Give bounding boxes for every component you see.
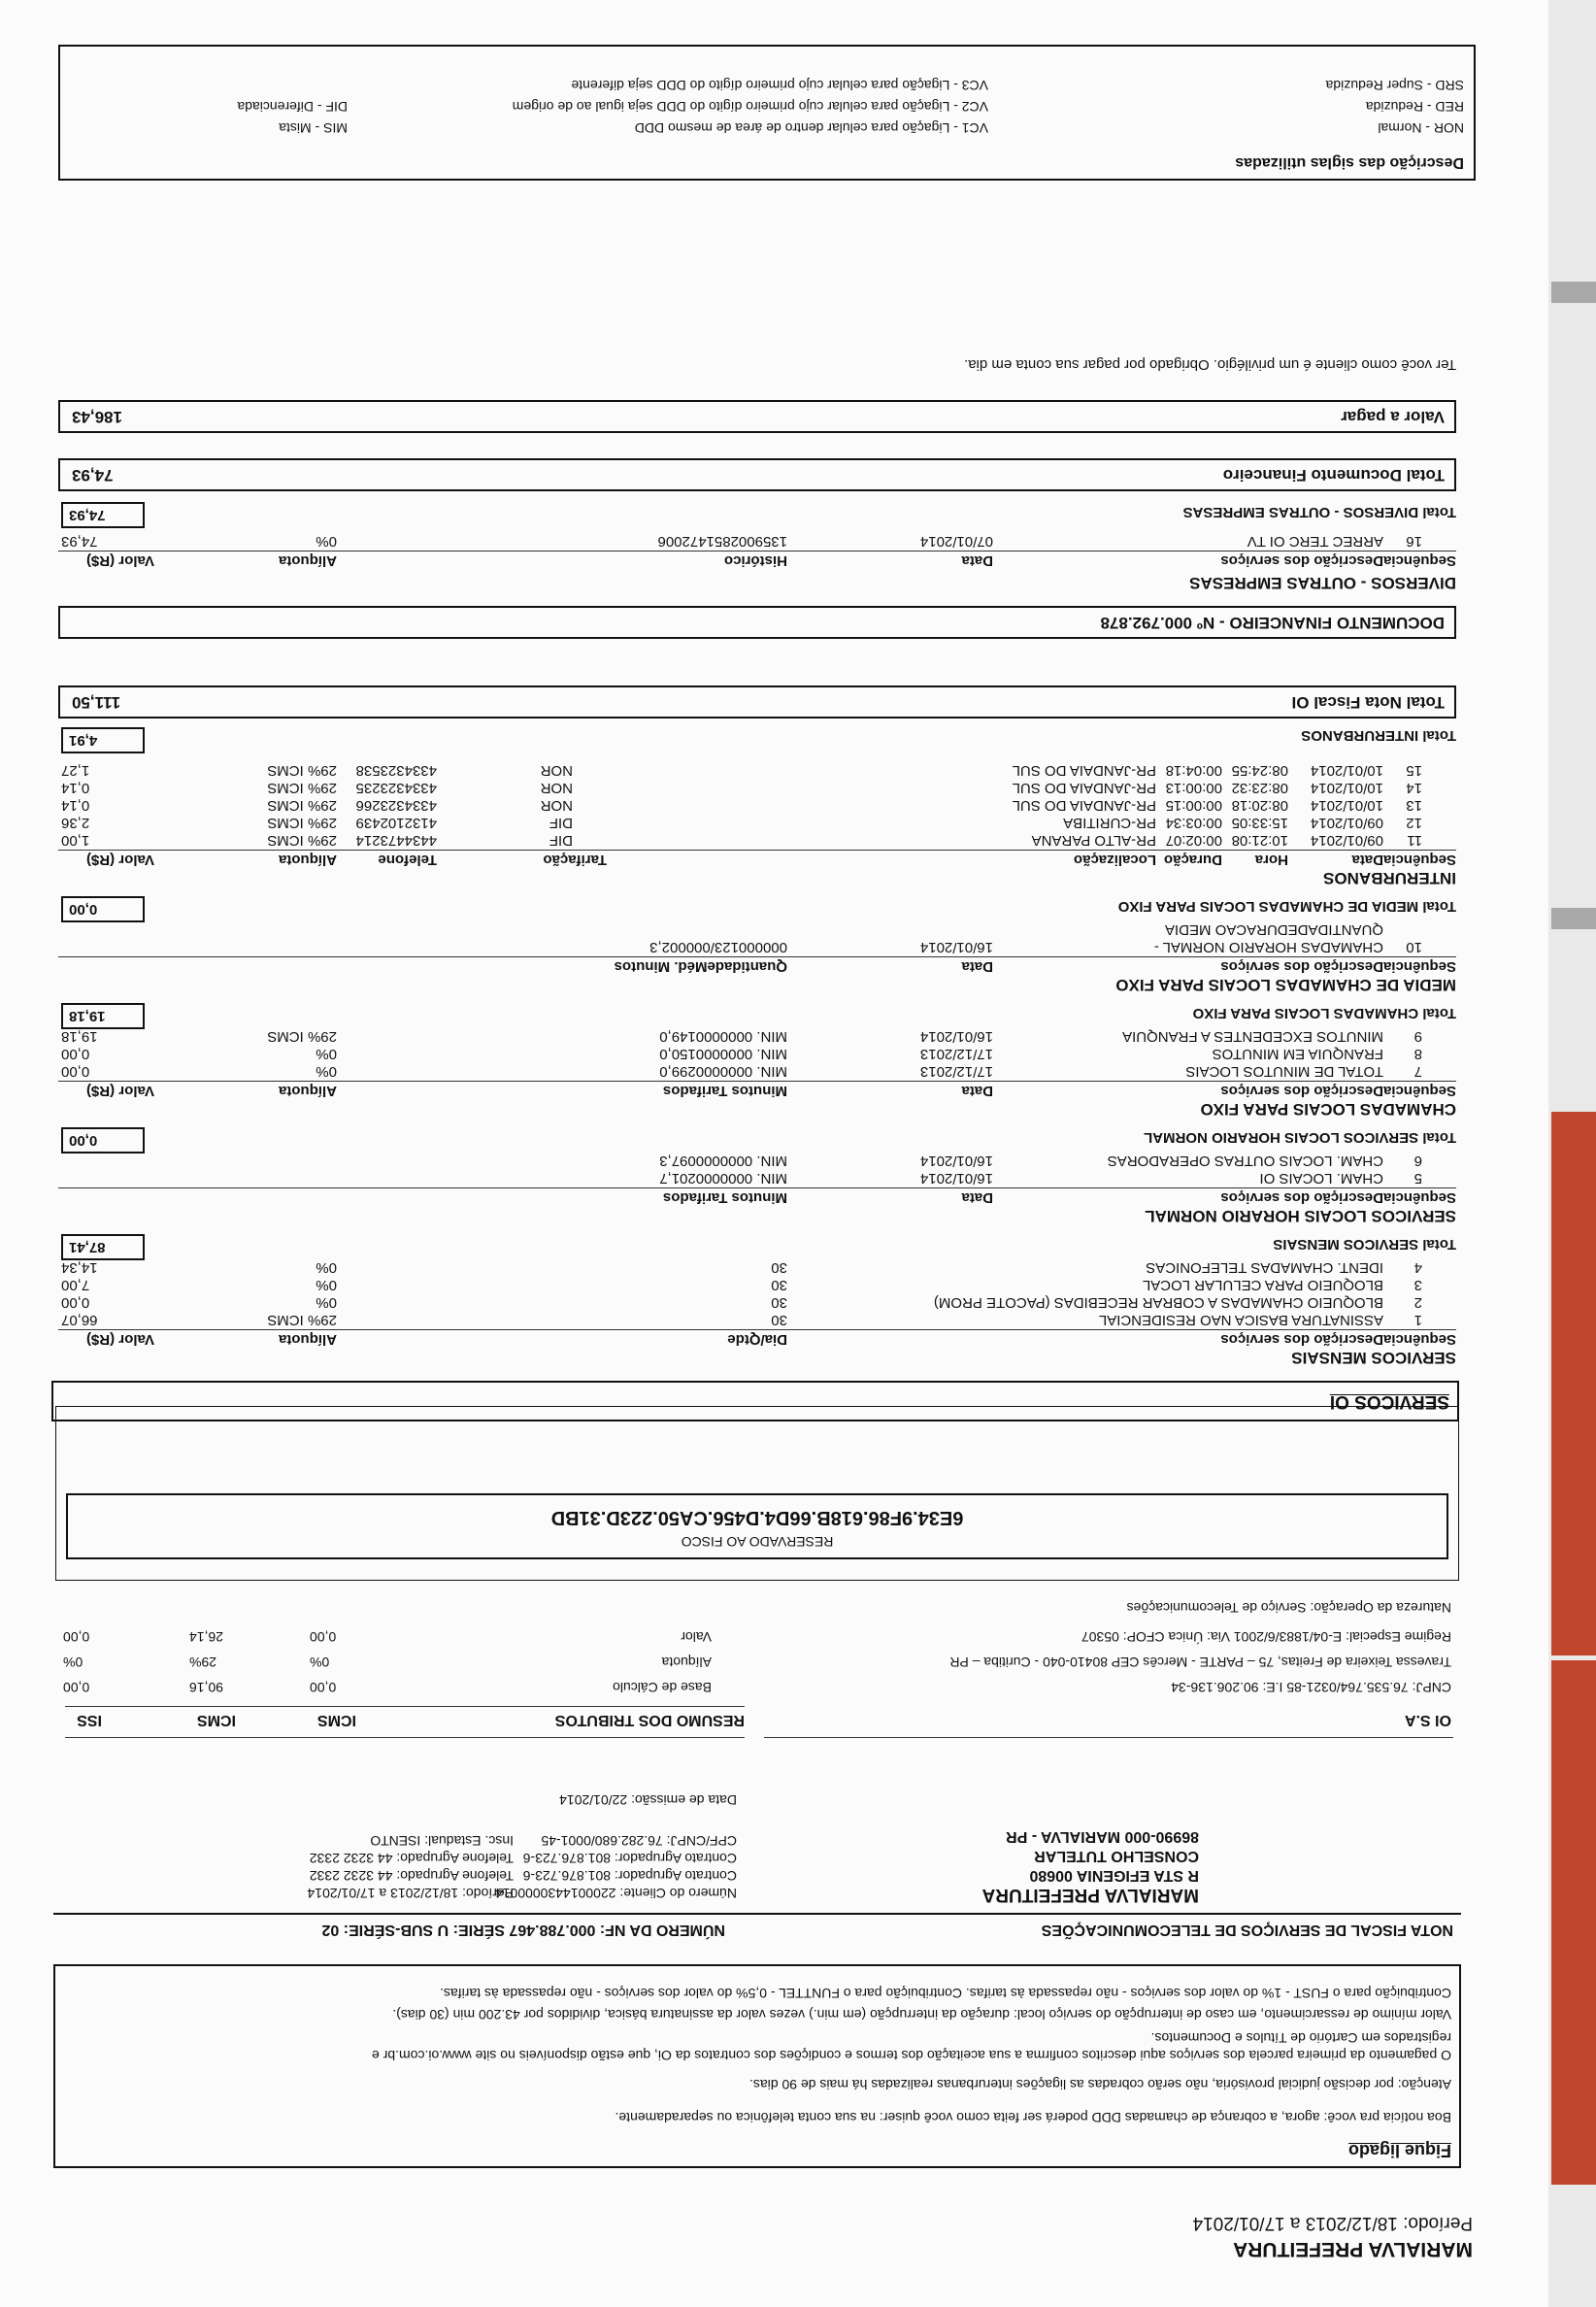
- cell-seq: 1: [1413, 1312, 1422, 1328]
- col-telefone: Telefone: [378, 852, 437, 868]
- tax-value: 0,00: [310, 1680, 337, 1695]
- tax-value: 0,00: [63, 1680, 90, 1695]
- col-desc: Descrição dos serviços: [1220, 1331, 1383, 1348]
- total-doc-label: Total Documento Financeiro: [1222, 466, 1445, 485]
- sigla-item: RED - Reduzida: [1365, 99, 1464, 115]
- company-name: OI S.A: [1404, 1712, 1451, 1728]
- cell-data: 09/01/2014: [1310, 815, 1383, 831]
- cell-min: MIN. 0000000201,7: [659, 1170, 787, 1187]
- col-historico: Histórico: [723, 552, 787, 569]
- rule: [65, 1706, 745, 1707]
- cell-data: 09/01/2014: [1310, 832, 1383, 849]
- col-seq: Sequência: [1382, 552, 1456, 569]
- cell-desc: FRANQUIA EM MINUTOS: [1212, 1046, 1383, 1062]
- cell-seq: 4: [1413, 1259, 1422, 1276]
- cell-qtde: 30: [771, 1312, 787, 1328]
- cell-data: 10/01/2014: [1310, 762, 1383, 779]
- col-data: Data: [961, 552, 993, 569]
- col-valor: Valor (R$): [85, 852, 154, 868]
- addr-line: MARIALVA PREFEITURA: [981, 1885, 1199, 1905]
- cell-data: 10/01/2014: [1310, 780, 1383, 796]
- cell-desc: BLOQUEIO PARA CELULAR LOCAL: [1142, 1277, 1383, 1293]
- notice-line: Atenção: por decisão judicial provisória, não serão cobradas as ligações interurbanas realizadas há mais de 90 dias.: [749, 2077, 1451, 2092]
- total-label: Total CHAMADAS LOCAIS PARA FIXO: [1192, 1005, 1456, 1021]
- state-registration: Insc. Estadual: ISENTO: [370, 1833, 514, 1849]
- scan-tab-red: [1551, 1660, 1596, 2185]
- rule: [65, 1737, 745, 1738]
- cell-desc: MINUTOS EXCEDENTES A FRANQUIA: [1122, 1028, 1383, 1045]
- cell-tarifacao: DIF: [549, 815, 573, 831]
- cell-aliq: 0%: [316, 1277, 337, 1293]
- tax-col-icms: ICMS: [317, 1712, 356, 1728]
- cell-localizacao: PR-JANDAIA DO SUL: [1012, 797, 1156, 814]
- contract-info: Contrato Agrupador: 801.876.723-6: [522, 1868, 737, 1884]
- cell-aliq: 0%: [316, 1046, 337, 1062]
- tax-value: 26,14: [189, 1629, 224, 1645]
- fique-ligado-box: [53, 1964, 1461, 2168]
- col-data: Data: [961, 1083, 993, 1099]
- cell-desc: ARREC TERC OI TV: [1247, 533, 1383, 550]
- tax-value: 0,00: [63, 1629, 90, 1645]
- tax-value: 0,00: [310, 1629, 337, 1645]
- col-data: Data: [961, 1189, 993, 1206]
- tax-value: 0%: [63, 1655, 83, 1670]
- fisco-box: [66, 1493, 1448, 1559]
- cell-seq: 13: [1406, 797, 1422, 814]
- scan-tab-red: [1551, 1112, 1596, 1655]
- tax-value: 29%: [189, 1655, 217, 1670]
- rule: [53, 1913, 1461, 1915]
- cell-desc: TOTAL DE MINUTOS LOCAIS: [1185, 1063, 1383, 1080]
- tax-row-label: Base de Cálculo: [613, 1680, 712, 1695]
- cell-seq: 5: [1413, 1170, 1422, 1187]
- thank-you-message: Ter você como cliente é um privilégio. Obrigado por pagar sua conta em dia.: [964, 356, 1456, 373]
- col-seq: Sequência: [1382, 852, 1456, 868]
- cell-data: 16/01/2014: [919, 1153, 993, 1169]
- col-aliq: Alíquota: [279, 1331, 337, 1348]
- tax-row-label: Alíquota: [661, 1655, 712, 1670]
- total-doc-value: 74,93: [72, 466, 114, 485]
- rule: [58, 1329, 1456, 1330]
- cell-telefone: 4434473214: [355, 832, 437, 849]
- tax-summary-title: RESUMO DOS TRIBUTOS: [554, 1712, 745, 1728]
- rule: [58, 956, 1456, 957]
- addr-line: CONSELHO TUTELAR: [1034, 1848, 1199, 1864]
- cell-seq: 14: [1406, 780, 1422, 796]
- valor-pagar-label: Valor a pagar: [1341, 408, 1445, 426]
- client-number: Número do Cliente: 2200014430000014: [494, 1886, 737, 1901]
- cell-seq: 15: [1406, 762, 1422, 779]
- col-min: Minutos Tarifados: [662, 1083, 787, 1099]
- section-title: MEDIA DE CHAMADAS LOCAIS PARA FIXO: [1115, 976, 1456, 994]
- company-cnpj: CNPJ: 76.535.764/0321-85 I.E: 90.206.136-34: [1171, 1680, 1451, 1695]
- cell-tarifacao: NOR: [540, 762, 573, 779]
- col-data: Data: [961, 958, 993, 975]
- cell-data: 07/01/2014: [919, 533, 993, 550]
- company-regime: Regime Especial: E-04/1883/6/2001 Via: Única CFOP: 05307: [1081, 1629, 1451, 1645]
- cell-aliq: 29% ICMS: [267, 1312, 337, 1328]
- section-title: SERVICOS MENSAIS: [1291, 1349, 1456, 1367]
- nf-number: NÚMERO DA NF: 000.788.467 SÉRIE: U SUB-SÉRIE: 02: [321, 1922, 725, 1938]
- cell-seq: 16: [1406, 533, 1422, 550]
- section-title: CHAMADAS LOCAIS PARA FIXO: [1200, 1100, 1456, 1119]
- cell-aliq: 29% ICMS: [267, 832, 337, 849]
- cell-duracao: 00:03:34: [1165, 815, 1222, 831]
- fisco-code: 6E34.9F86.618B.66D4.D456.CA50.223D.31BD: [550, 1507, 964, 1528]
- sigla-item: VC3 - Ligação para celular cujo primeiro dígito do DDD seja diferente: [571, 78, 988, 93]
- cell-qtde: 30: [771, 1294, 787, 1311]
- col-qtde: Dia/Qtde: [727, 1331, 787, 1348]
- total-value: 74,93: [61, 502, 145, 528]
- col-aliq: Alíquota: [279, 852, 337, 868]
- sigla-item: NOR - Normal: [1378, 120, 1464, 136]
- fisco-label: RESERVADO AO FISCO: [681, 1534, 834, 1550]
- col-valor: Valor (R$): [85, 1083, 154, 1099]
- cell-valor: 66,07: [61, 1312, 98, 1328]
- cell-aliq: 29% ICMS: [267, 780, 337, 796]
- cell-desc: CHAM. LOCAIS OI: [1259, 1170, 1383, 1187]
- cell-aliq: 29% ICMS: [267, 815, 337, 831]
- cell-tarifacao: DIF: [549, 832, 573, 849]
- cell-valor: 2,36: [61, 815, 90, 831]
- section-title: SERVICOS LOCAIS HORARIO NORMAL: [1145, 1207, 1456, 1225]
- notice-line: Valor mínimo de ressarcimento, em caso de interrupção do serviço local: duração da interrupção (em min.) vezes valor da assinatura básica, divididos por 43.200 min (30 dias).: [392, 2007, 1451, 2023]
- cell-data: 10/01/2014: [1310, 797, 1383, 814]
- cell-aliq: 29% ICMS: [267, 1028, 337, 1045]
- cell-valor: 0,14: [61, 780, 90, 796]
- cell-duracao: 00:00:13: [1165, 780, 1222, 796]
- cell-duracao: 00:04:18: [1165, 762, 1222, 779]
- period-info: Período: 18/12/2013 a 17/01/2014: [307, 1886, 514, 1901]
- rule: [764, 1737, 1453, 1738]
- cell-localizacao: PR-CURITIBA: [1063, 815, 1156, 831]
- notice-line: registrados em Cartório de Títulos e Documentos.: [1150, 2030, 1451, 2046]
- cell-desc: QUANTIDADEDURACAO MEDIA: [1164, 921, 1383, 938]
- addr-line: 86990-000 MARIALVA - PR: [1006, 1828, 1199, 1845]
- cell-historico: 1359002851472006: [657, 533, 787, 550]
- total-label: Total INTERURBANOS: [1301, 727, 1456, 744]
- operation-nature: Natureza da Operação: Serviço de Telecomunicações: [1126, 1600, 1451, 1616]
- cell-localizacao: PR-JANDAIA DO SUL: [1012, 780, 1156, 796]
- cell-data: 16/01/2014: [919, 1170, 993, 1187]
- cell-seq: 9: [1413, 1028, 1422, 1045]
- total-label: Total SERVICOS MENSAIS: [1273, 1236, 1456, 1253]
- col-data: Data: [1351, 852, 1383, 868]
- col-desc: Descrição dos serviços: [1220, 552, 1383, 569]
- cell-duracao: 00:02:07: [1165, 832, 1222, 849]
- total-nf-label: Total Nota Fiscal OI: [1291, 693, 1445, 712]
- cell-seq: 3: [1413, 1277, 1422, 1293]
- cell-hora: 15:33:05: [1231, 815, 1288, 831]
- cell-data: 16/01/2014: [919, 1028, 993, 1045]
- total-value: 19,18: [61, 1003, 145, 1029]
- cell-aliq: 0%: [316, 533, 337, 550]
- cell-min: MIN. 0000000299,0: [659, 1063, 787, 1080]
- cell-valor: 19,18: [61, 1028, 98, 1045]
- cell-seq: 6: [1413, 1153, 1422, 1169]
- total-label: Total SERVICOS LOCAIS HORARIO NORMAL: [1144, 1129, 1456, 1146]
- sigla-item: DIF - Diferenciada: [237, 99, 348, 115]
- cell-hora: 08:23:32: [1231, 780, 1288, 796]
- cell-aliq: 29% ICMS: [267, 762, 337, 779]
- col-min: Minutos Tarifados: [662, 1189, 787, 1206]
- doc-financeiro-box: [58, 606, 1456, 639]
- rule: [58, 551, 1456, 552]
- tax-col-iss: ISS: [77, 1712, 102, 1728]
- sigla-item: VC2 - Ligação para celular cujo primeiro dígito do DDD seja igual ao de origem: [512, 99, 988, 115]
- cell-aliq: 0%: [316, 1294, 337, 1311]
- sigla-item: MIS - Mista: [279, 120, 348, 136]
- cell-valor: 1,27: [61, 762, 90, 779]
- sigla-item: VC1 - Ligação para celular dentro de área de mesmo DDD: [634, 120, 988, 136]
- cell-valor: 7,00: [61, 1277, 90, 1293]
- tax-value: 90,16: [189, 1680, 224, 1695]
- total-doc-box: [58, 458, 1456, 491]
- tax-col-icms: ICMS: [197, 1712, 236, 1728]
- cell-seq: 12: [1406, 815, 1422, 831]
- cell-desc: BLOQUEIO CHAMADAS A COBRAR RECEBIDAS (PACOTE PROM): [933, 1294, 1383, 1311]
- col-desc: Descrição dos serviços: [1220, 1083, 1383, 1099]
- valor-pagar-value: 186,43: [72, 408, 122, 426]
- col-valor: Valor (R$): [85, 552, 154, 569]
- siglas-title: Descrição das siglas utilizadas: [1235, 154, 1464, 171]
- col-valor: Valor (R$): [85, 1331, 154, 1348]
- total-label: Total MEDIA DE CHAMADAS LOCAIS PARA FIXO: [1117, 898, 1456, 915]
- col-desc: Descrição dos serviços: [1220, 1189, 1383, 1206]
- valor-pagar-box: [58, 400, 1456, 433]
- col-seq: Sequência: [1382, 958, 1456, 975]
- cell-seq: 11: [1407, 832, 1422, 849]
- col-aliq: Alíquota: [279, 1083, 337, 1099]
- cell-min: MIN. 0000000150,0: [659, 1046, 787, 1062]
- total-value: 87,41: [61, 1234, 145, 1260]
- addr-line: R STA EFIGENIA 00680: [1029, 1867, 1199, 1884]
- col-seq: Sequência: [1382, 1331, 1456, 1348]
- cell-valor: 14,34: [61, 1259, 98, 1276]
- col-localizacao: Localização: [1073, 852, 1156, 868]
- cell-hora: 08:24:55: [1231, 762, 1288, 779]
- servicos-oi-title: SERVICOS OI: [1329, 1391, 1449, 1412]
- cell-valor: 0,00: [61, 1046, 90, 1062]
- cell-desc: IDENT. CHAMADAS TELEFONICAS: [1146, 1259, 1383, 1276]
- cell-qtde: 30: [771, 1259, 787, 1276]
- tax-row-label: Valor: [681, 1629, 712, 1645]
- doc-financeiro-title: DOCUMENTO FINANCEIRO - Nº 000.792.878: [1100, 614, 1445, 632]
- issue-date: Data de emissão: 22/01/2014: [559, 1792, 737, 1808]
- section-title: DIVERSOS - OUTRAS EMPRESAS: [1189, 574, 1456, 592]
- cell-duracao: 00:00:15: [1165, 797, 1222, 814]
- cell-localizacao: PR-ALTO PARANA: [1031, 832, 1156, 849]
- cell-data: 16/01/2014: [919, 939, 993, 955]
- col-tarifacao: Tarifação: [543, 852, 607, 868]
- billing-period: Período: 18/12/2013 a 17/01/2014: [1192, 2213, 1473, 2233]
- total-value: 0,00: [61, 896, 145, 922]
- cell-qtd: 000000123/000002,3: [649, 939, 787, 955]
- cell-valor: 0,14: [61, 797, 90, 814]
- col-desc: Descrição dos serviços: [1220, 958, 1383, 975]
- cell-valor: 0,00: [61, 1063, 90, 1080]
- cell-telefone: 4334323266: [355, 797, 437, 814]
- total-nf-box: [58, 685, 1456, 719]
- col-aliq: Alíquota: [279, 552, 337, 569]
- cell-min: MIN. 0000000149,0: [659, 1028, 787, 1045]
- col-duracao: Duração: [1163, 852, 1222, 868]
- rule: [58, 1081, 1456, 1082]
- cell-hora: 08:20:18: [1231, 797, 1288, 814]
- total-nf-value: 111,50: [72, 693, 121, 712]
- siglas-box: [58, 45, 1476, 181]
- cell-telefone: 4132102439: [355, 815, 437, 831]
- rule: [58, 1187, 1456, 1188]
- col-seq: Sequência: [1382, 1083, 1456, 1099]
- scan-tab-grey: [1551, 282, 1596, 303]
- phone-info: Telefone Agrupado: 44 3232 2332: [309, 1851, 514, 1866]
- tax-value: 0%: [310, 1655, 330, 1670]
- cell-min: MIN. 0000000097,3: [659, 1153, 787, 1169]
- rule: [58, 850, 1456, 851]
- cell-seq: 10: [1406, 939, 1422, 955]
- cell-aliq: 0%: [316, 1063, 337, 1080]
- cell-telefone: 4334323538: [355, 762, 437, 779]
- cell-qtde: 30: [771, 1277, 787, 1293]
- client-name: MARIALVA PREFEITURA: [1233, 2238, 1473, 2260]
- cell-aliq: 0%: [316, 1259, 337, 1276]
- total-value: 4,91: [61, 727, 145, 753]
- col-hora: Hora: [1254, 852, 1288, 868]
- servicos-oi-box: [51, 1381, 1459, 1421]
- cell-localizacao: PR-JANDAIA DO SUL: [1012, 762, 1156, 779]
- cell-desc: ASSINATURA BASICA NAO RESIDENCIAL: [1098, 1312, 1383, 1328]
- cell-valor: 0,00: [61, 1294, 90, 1311]
- cell-telefone: 4334323235: [355, 780, 437, 796]
- col-seq: Sequência: [1382, 1189, 1456, 1206]
- fique-ligado-title: Fique ligado: [1348, 2141, 1451, 2160]
- phone-info: Telefone Agrupado: 44 3232 2332: [309, 1868, 514, 1884]
- total-label: Total DIVERSOS - OUTRAS EMPRESAS: [1182, 504, 1456, 520]
- col-qtd: QuantidadeMéd. Minutos: [614, 958, 787, 975]
- cell-desc: CHAM. LOCAIS OUTRAS OPERADORAS: [1107, 1153, 1383, 1169]
- cell-seq: 8: [1413, 1046, 1422, 1062]
- cell-hora: 10:21:08: [1231, 832, 1288, 849]
- cell-valor: 1,00: [61, 832, 90, 849]
- notice-line: Boa notícia pra você: agora, a cobrança de chamadas DDD poderá ser feita como você quiser: na sua conta telefônica ou separadamente.: [615, 2110, 1451, 2125]
- contract-info: Contrato Agrupador: 801.876.723-6: [522, 1851, 737, 1866]
- company-address: Travessa Teixeira de Freitas, 75 – PARTE - Mercês CEP 80410-040 - Curitiba – PR: [949, 1655, 1451, 1670]
- section-title: INTERURBANOS: [1323, 869, 1456, 887]
- nf-title: NOTA FISCAL DE SERVIÇOS DE TELECOMUNICAÇÕES: [1041, 1922, 1453, 1938]
- cell-aliq: 29% ICMS: [267, 797, 337, 814]
- cell-valor: 74,93: [61, 533, 98, 550]
- cell-tarifacao: NOR: [540, 797, 573, 814]
- cpf-cnpj: CPF/CNPJ: 76.282.680/0001-45: [541, 1833, 737, 1849]
- cell-desc: CHAMADAS HORARIO NORMAL -: [1153, 939, 1383, 955]
- cell-data: 17/12/2013: [919, 1046, 993, 1062]
- scan-tab-grey: [1551, 908, 1596, 929]
- notice-line: Contribuição para o FUST - 1% do valor dos serviços - não repassada às tarifas. Contribuição para o FUNTTEL - 0,5% do valor dos serviços - não repassada às tarifas.: [440, 1986, 1451, 2001]
- total-value: 0,00: [61, 1127, 145, 1154]
- cell-seq: 2: [1413, 1294, 1422, 1311]
- cell-seq: 7: [1413, 1063, 1422, 1080]
- notice-line: O pagamento da primeira parcela dos serviços aqui descritos confirma a sua aceitação dos termos e condições dos contratos da Oi, que estão disponíveis no site www.oi.com.br e: [371, 2048, 1451, 2063]
- cell-tarifacao: NOR: [540, 780, 573, 796]
- sigla-item: SRD - Super Reduzida: [1325, 78, 1464, 93]
- cell-data: 17/12/2013: [919, 1063, 993, 1080]
